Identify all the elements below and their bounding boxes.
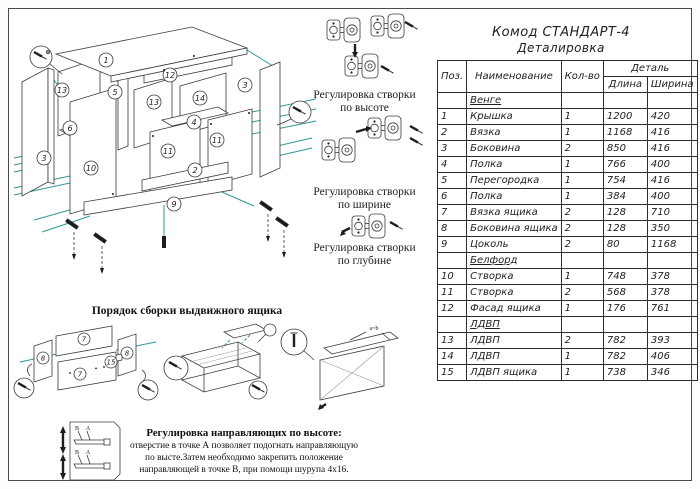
col-header-length: Длина [603, 77, 647, 93]
screw-detail-icon [281, 329, 314, 360]
part-label: 3 [41, 154, 47, 163]
screw-detail-icon [164, 356, 188, 380]
height-adjust-arrow [60, 426, 66, 480]
ab-equality-note: a=b [369, 326, 379, 332]
page-title: Комод СТАНДАРТ-4 [492, 25, 630, 40]
door-10 [70, 88, 116, 214]
title-block [437, 25, 685, 55]
drawer-part-label: 8 [40, 354, 46, 363]
section-row [438, 317, 698, 333]
table-row: 15 ЛДВП ящика 1 738 346 [438, 365, 698, 381]
rail-point-label: В [74, 450, 80, 456]
side-panel-3-left-edge [48, 68, 54, 184]
side-panel-3-right [260, 62, 280, 177]
rail-adjustment-diagram [52, 420, 126, 486]
hinge-height-diagram [325, 14, 415, 88]
part-label: 4 [191, 118, 197, 127]
drawer-assembly-diagrams [14, 318, 424, 424]
drawer-bottom-insert-view [164, 324, 276, 399]
hinge-width-diagram [322, 112, 426, 182]
table-row: 4 Полка 1 766 400 [438, 157, 698, 173]
screw-detail-icon [138, 380, 158, 400]
table-row: 11 Створка 2 568 378 [438, 285, 698, 301]
section-row [438, 253, 698, 269]
screw-detail-icon [249, 381, 267, 399]
rail-point-label: А [85, 450, 91, 456]
col-header-detail: Деталь [603, 61, 697, 77]
part-label: 13 [56, 86, 68, 95]
drawer-assembly-heading: Порядок сборки выдвижного ящика [91, 305, 283, 317]
drawer-part-label: 7 [81, 335, 87, 344]
table-row: 12 Фасад ящика 1 176 761 [438, 301, 698, 317]
table-row: 14 ЛДВП 1 782 406 [438, 349, 698, 365]
section-label: ЛДВП [467, 317, 561, 333]
col-header-pos: Поз. [438, 61, 467, 93]
section-label: Венге [467, 93, 561, 109]
table-row: 13 ЛДВП 2 782 393 [438, 333, 698, 349]
table-row: 2 Вязка 1 1168 416 [438, 125, 698, 141]
part-label: 3 [242, 81, 248, 90]
drawer-part-label: 7 [77, 370, 83, 379]
rail-note-title: Регулировка направляющих по высоте: [146, 427, 342, 439]
table-row: 9 Цоколь 2 80 1168 [438, 237, 698, 253]
part-label: 10 [85, 164, 97, 173]
part-label: 1 [103, 56, 109, 65]
col-header-name: Наименование [467, 61, 561, 93]
screw-detail-icon [14, 378, 34, 398]
caption-hinge-width: Регулировка створки по ширине [313, 186, 416, 211]
drawer-part-label: 15 [106, 358, 116, 367]
section-label: Белфорд [467, 253, 561, 269]
part-label: 11 [211, 136, 223, 145]
rail-adjustment-note: Регулировка направляющих по высоте: отверстие в точке А позволяет подогнать направляющую по высте.Затем необходимо закрепить положение направляющей в точке В, при помощи шурупа 4х16. [120, 427, 368, 476]
table-header-row [438, 61, 698, 77]
rail-point-label: В [74, 426, 80, 432]
parts-table [437, 60, 698, 381]
part-label: 5 [112, 88, 118, 97]
drawer-part-label: 8 [124, 349, 130, 358]
part-label: 12 [164, 71, 176, 80]
table-row: 7 Вязка ящика 2 128 710 [438, 205, 698, 221]
exploded-cabinet-drawing [14, 10, 326, 302]
part-label: 9 [171, 200, 177, 209]
section-row [438, 93, 698, 109]
col-header-width: Ширина [647, 77, 697, 93]
col-header-qty: Кол-во [561, 61, 603, 93]
table-row: 3 Боковина 2 850 416 [438, 141, 698, 157]
part-label: 13 [148, 98, 160, 107]
drawer-exploded-view [14, 326, 158, 400]
caption-hinge-depth: Регулировка створки по глубине [313, 242, 416, 267]
part-label: 11 [162, 147, 174, 156]
table-row: 8 Боковина ящика 2 128 350 [438, 221, 698, 237]
part-label: 6 [67, 124, 73, 133]
side-panel-3-left [22, 68, 48, 196]
table-row: 1 Крышка 1 1200 420 [438, 109, 698, 125]
part-label: 14 [194, 94, 206, 103]
table-row: 6 Полка 1 384 400 [438, 189, 698, 205]
hinge-depth-diagram [340, 210, 404, 246]
caption-hinge-height: Регулировка створки по высоте [313, 89, 416, 114]
part-label: 2 [192, 166, 198, 175]
rail-point-label: А [85, 426, 91, 432]
page-subtitle: Деталировка [517, 41, 605, 55]
drawer-fascia-view [281, 326, 398, 410]
table-row: 10 Створка 1 748 378 [438, 269, 698, 285]
table-row: 5 Перегородка 1 754 416 [438, 173, 698, 189]
